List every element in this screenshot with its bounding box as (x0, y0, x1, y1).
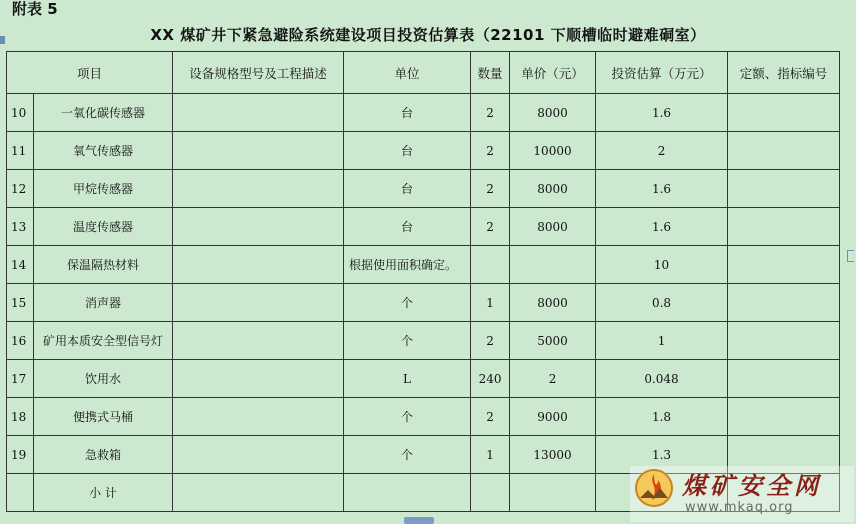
item-unit: L (344, 360, 471, 398)
item-qty: 2 (471, 132, 510, 170)
item-code (728, 132, 840, 170)
item-qty: 1 (471, 284, 510, 322)
subtotal-cell (471, 474, 510, 512)
header-price: 单价（元） (510, 52, 596, 94)
item-invest: 1.8 (596, 398, 728, 436)
item-code (728, 246, 840, 284)
item-name: 保温隔热材料 (34, 246, 173, 284)
item-desc (173, 398, 344, 436)
item-unit: 台 (344, 170, 471, 208)
item-code (728, 322, 840, 360)
item-name: 急救箱 (34, 436, 173, 474)
item-name: 便携式马桶 (34, 398, 173, 436)
item-invest: 10 (596, 246, 728, 284)
item-name: 饮用水 (34, 360, 173, 398)
watermark-url: www.mkaq.org (685, 500, 794, 515)
item-desc (173, 132, 344, 170)
row-number: 12 (7, 170, 34, 208)
item-price: 10000 (510, 132, 596, 170)
header-code: 定额、指标编号 (728, 52, 840, 94)
left-margin-marker (0, 36, 5, 44)
row-number: 10 (7, 94, 34, 132)
item-qty: 2 (471, 398, 510, 436)
item-desc (173, 360, 344, 398)
item-unit: 根据使用面积确定。 (344, 246, 471, 284)
item-desc (173, 284, 344, 322)
item-desc (173, 94, 344, 132)
item-qty: 240 (471, 360, 510, 398)
page-title: XX 煤矿井下紧急避险系统建设项目投资估算表（22101 下顺槽临时避难硐室） (150, 26, 706, 44)
item-invest: 1.6 (596, 94, 728, 132)
item-code (728, 208, 840, 246)
row-number: 14 (7, 246, 34, 284)
item-unit: 台 (344, 208, 471, 246)
row-number: 16 (7, 322, 34, 360)
item-code (728, 94, 840, 132)
item-unit: 个 (344, 322, 471, 360)
item-desc (173, 208, 344, 246)
item-unit: 个 (344, 398, 471, 436)
table-row (7, 322, 840, 360)
item-name: 氧气传感器 (34, 132, 173, 170)
item-qty: 2 (471, 322, 510, 360)
item-code (728, 170, 840, 208)
row-number: 11 (7, 132, 34, 170)
row-number: 19 (7, 436, 34, 474)
item-name: 矿用本质安全型信号灯 (34, 322, 173, 360)
table-header-row (7, 52, 840, 94)
item-invest: 1.3 (596, 436, 728, 474)
header-qty: 数量 (471, 52, 510, 94)
bottom-scroll-handle[interactable] (404, 517, 434, 524)
item-desc (173, 436, 344, 474)
item-unit: 台 (344, 132, 471, 170)
site-watermark (630, 466, 854, 522)
item-price: 5000 (510, 322, 596, 360)
item-name: 甲烷传感器 (34, 170, 173, 208)
row-number: 13 (7, 208, 34, 246)
table-row (7, 132, 840, 170)
item-price: 13000 (510, 436, 596, 474)
item-qty: 1 (471, 436, 510, 474)
table-row (7, 360, 840, 398)
item-price: 8000 (510, 284, 596, 322)
item-code (728, 284, 840, 322)
item-code (728, 398, 840, 436)
item-unit: 个 (344, 436, 471, 474)
flame-logo-icon (634, 468, 674, 508)
item-desc (173, 246, 344, 284)
item-price: 8000 (510, 94, 596, 132)
item-invest: 1 (596, 322, 728, 360)
table-row (7, 284, 840, 322)
table-row (7, 170, 840, 208)
subtotal-cell (173, 474, 344, 512)
table-row (7, 398, 840, 436)
table-row (7, 246, 840, 284)
subtotal-cell (510, 474, 596, 512)
header-unit: 单位 (344, 52, 471, 94)
item-qty: 2 (471, 208, 510, 246)
item-invest: 0.048 (596, 360, 728, 398)
item-price: 8000 (510, 170, 596, 208)
row-number: 18 (7, 398, 34, 436)
investment-estimate-table (6, 51, 840, 512)
subtotal-label: 小 计 (34, 474, 173, 512)
item-invest: 1.6 (596, 208, 728, 246)
watermark-title: 煤矿安全网 (682, 471, 822, 500)
item-invest: 1.6 (596, 170, 728, 208)
header-invest: 投资估算（万元） (596, 52, 728, 94)
item-invest: 2 (596, 132, 728, 170)
table-row (7, 94, 840, 132)
header-spec: 设备规格型号及工程描述 (173, 52, 344, 94)
row-number (7, 474, 34, 512)
right-margin-marker (847, 250, 854, 262)
subtotal-cell (344, 474, 471, 512)
item-qty (471, 246, 510, 284)
item-price: 9000 (510, 398, 596, 436)
item-price (510, 246, 596, 284)
item-price: 2 (510, 360, 596, 398)
table-row (7, 208, 840, 246)
item-desc (173, 170, 344, 208)
item-name: 温度传感器 (34, 208, 173, 246)
item-name: 消声器 (34, 284, 173, 322)
row-number: 15 (7, 284, 34, 322)
item-invest: 0.8 (596, 284, 728, 322)
row-number: 17 (7, 360, 34, 398)
item-qty: 2 (471, 94, 510, 132)
item-unit: 台 (344, 94, 471, 132)
appendix-label: 附表 5 (12, 0, 58, 18)
item-unit: 个 (344, 284, 471, 322)
item-desc (173, 322, 344, 360)
item-qty: 2 (471, 170, 510, 208)
item-code (728, 360, 840, 398)
header-item: 项目 (7, 52, 173, 94)
item-name: 一氧化碳传感器 (34, 94, 173, 132)
item-price: 8000 (510, 208, 596, 246)
